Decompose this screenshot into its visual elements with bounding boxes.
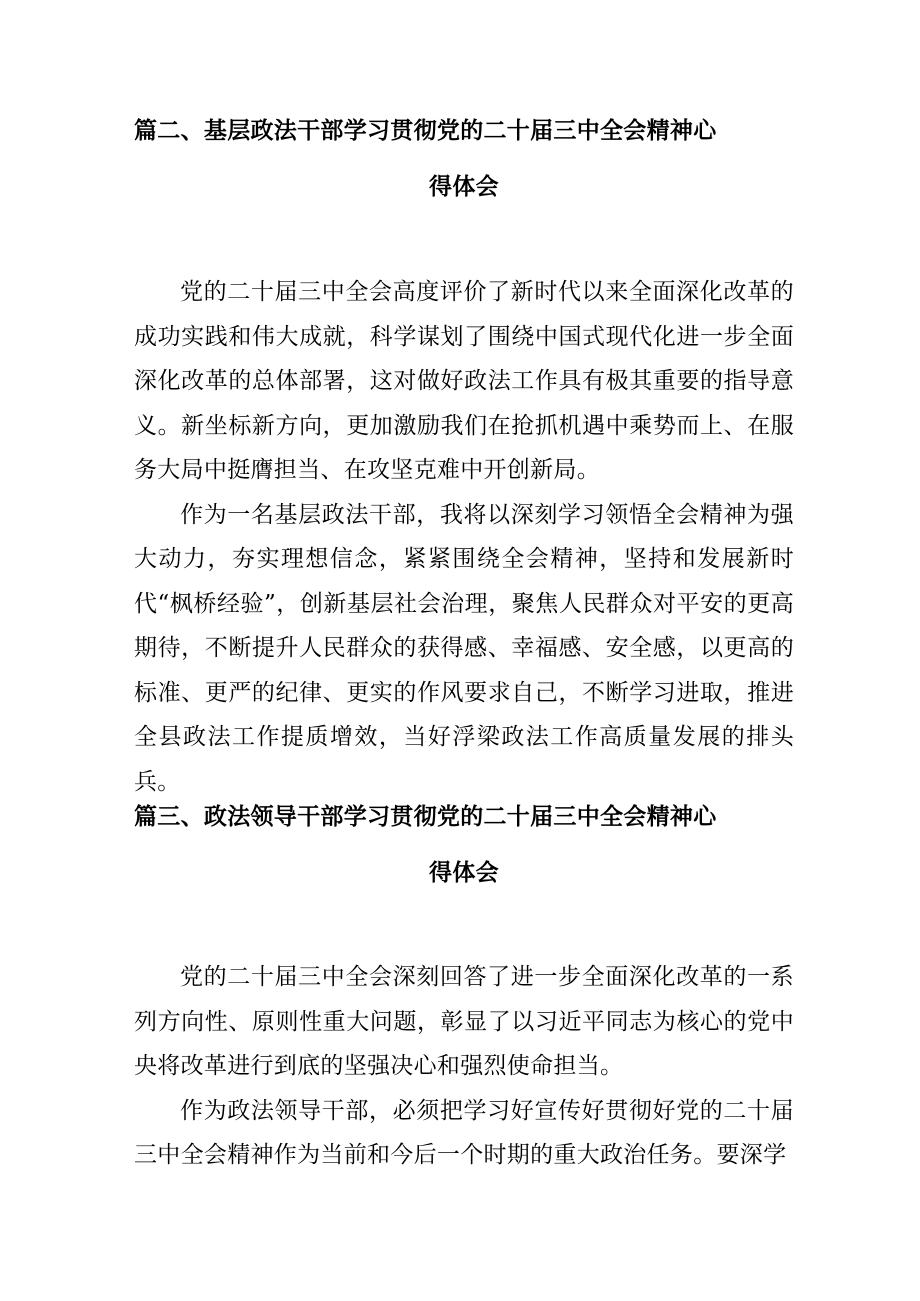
- section-2-body: [134, 270, 794, 804]
- section-2-heading: [134, 117, 794, 201]
- section-2-title-line1: 篇二、基层政法干部学习贯彻党的二十届三中全会精神心: [134, 118, 717, 144]
- section-2-paragraph-1: 党的二十届三中全会高度评价了新时代以来全面深化改革的成功实践和伟大成就，科学谋划了围绕中国式现代化进一步全面深化改革的总体部署，这对做好政法工作具有极其重要的指导意义。新坐标新方向，更加激励我们在抢抓机遇中乘势而上、在服务大局中挺膺担当、在攻坚克难中开创新局。: [134, 279, 794, 483]
- section-3-paragraph-2: 作为政法领导干部，必须把学习好宣传好贯彻好党的二十届三中全会精神作为当前和今后一个时期的重大政治任务。要深学: [134, 1097, 794, 1168]
- section-3-body: [134, 955, 794, 1178]
- section-2-title-line2: 得体会: [429, 174, 499, 200]
- section-3-heading: [134, 803, 794, 887]
- section-2-paragraph-2: 作为一名基层政法干部，我将以深刻学习领悟全会精神为强大动力，夯实理想信念，紧紧围绕全会精神，坚持和发展新时代“枫桥经验”，创新基层社会治理，聚焦人民群众对平安的更高期待，不断提升人民群众的获得感、幸福感、安全感，以更高的标准、更严的纪律、更实的作风要求自己，不断学习进取，推进全县政法工作提质增效，当好浮梁政法工作高质量发展的排头兵。: [134, 501, 794, 795]
- section-3-title-line2: 得体会: [429, 860, 499, 886]
- section-3-title-line1: 篇三、政法领导干部学习贯彻党的二十届三中全会精神心: [134, 804, 717, 830]
- section-3-paragraph-1: 党的二十届三中全会深刻回答了进一步全面深化改革的一系列方向性、原则性重大问题，彰显了以习近平同志为核心的党中央将改革进行到底的坚强决心和强烈使命担当。: [134, 964, 794, 1079]
